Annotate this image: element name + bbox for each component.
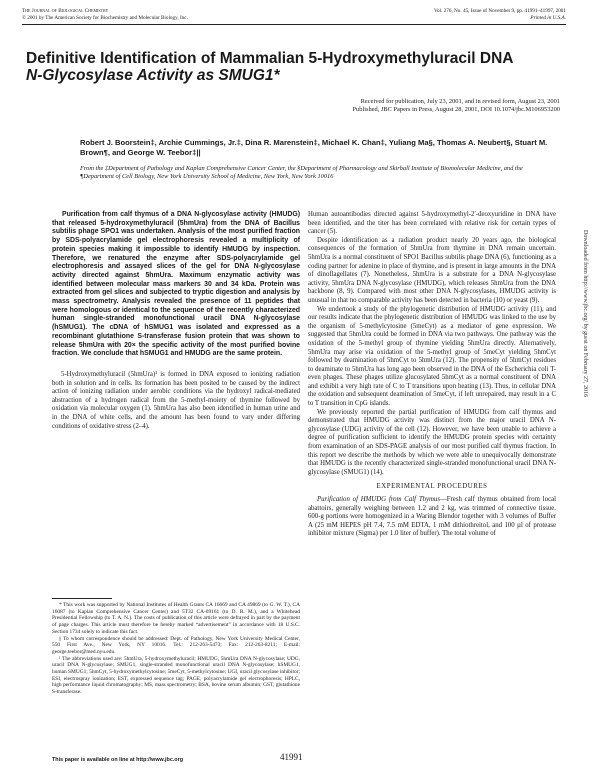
author-affiliations: From the ‡Department of Pathology and Kaplan Comprehensive Cancer Center, the §Department of Pharmacology and Skirball Institute of Biomolecular Medicine, and the ¶Department of Cell Biology, New York University School of Medicine, New York, New York 10016 [80, 165, 523, 181]
footnote-abbreviations: ¹ The abbreviations used are: 5hmUra, 5-hydroxymethyluracil; HMUDG, 5hmUra DNA N-glycosylase; UDG, uracil DNA N-glycosylase; SMUG1, single-stranded monofunctional uracil DNA N-glycosylase; hSMUG1, human SMUG1; 5hmCyt, 5-hydroxymethylcytosine; 5meCyt, 5-methylcytosine; UGI, uracil glycosylase inhibitor; ESI, electrospray ionization; EST, expressed sequence tag; PAGE, polyacrylamide gel electrophoresis; HPLC, high performance liquid chromatography; MS, mass spectrometry; BSA, bovine serum albumin; GST, glutathione S-transferase. [52, 655, 300, 696]
title-line-2: N-Glycosylase Activity as SMUG1* [26, 67, 280, 84]
journal-header [22, 8, 188, 21]
download-watermark [582, 230, 596, 570]
printed-line: Printed in U.S.A. [530, 14, 566, 21]
copyright-line: © 2001 by The American Society for Biochemistry and Molecular Biology, Inc. [22, 14, 188, 21]
footnote-funding: * This work was supported by National Institutes of Health Grants CA 16669 and CA 49869 (to G. W. T.), CA 16087 (to Kaplan Comprehensive Cancer Center) and 5T32 CA-09161 (to D. R. M.), and a Whitehead Presidential Fellowship (to T. A. N.). The costs of publication of this article were defrayed in part by the payment of page charges. This article must therefore be hereby marked “advertisement” in accordance with 18 U.S.C. Section 1734 solely to indicate this fact. [52, 602, 300, 635]
section-heading: EXPERIMENTAL PROCEDURES [376, 483, 488, 491]
body-paragraph: We previously reported the partial purification of HMUDG from calf thymus and demonstrated that HMUDG activity was distinct from the major uracil DNA N-glycosylase (UDG) activity of the cell (12). However, we have been unable to achieve a degree of purification sufficient to identify the HMUDG protein species with certainty from examination of an SDS-PAGE analysis of our most purified calf thymus fraction. In this report we describe the methods by which we were able to unequivocally demonstrate that HMUDG is the recently characterized single-stranded monofunctional uracil DNA N-glycosylase (SMUG1) (14). [308, 408, 556, 476]
body-paragraph: We undertook a study of the phylogenetic distribution of HMUDG activity (11), and our results indicate that the phylogenetic distribution of HMUDG was linked to the use by the organism of 5-methylcytosine (5meCyt) as a mediator of gene expression. We suggested that 5hmUra could be formed in DNA via two pathways. One pathway was the oxidation of the 5-methyl group of thymine yielding 5hmUra directly. Alternatively, 5hmUra may arise via oxidation of the 5-methyl group of 5meCyt yielding 5hmCyt followed by deamination of 5hmCyt to 5hmUra (12). The propensity of 5hmCyt residues to deaminate to 5hmUra has long ago been observed in the DNA of the Escherichia coli T-even phages. These phages utilize glucosylated 5hmCyt as a normal constituent of DNA and exhibit a very high rate of C to T transitions upon heating (13). Thus, in cellular DNA the oxidation and subsequent deamination of 5meCyt, if left unrepaired, may result in a C to T transition in CpG islands. [308, 305, 556, 408]
subsection-text: —Fresh calf thymus obtained from local abattoirs, generally weighing between 1.2 and 2 kg, was trimmed of connective tissue. 600-g portions were homogenized in a Waring Blendor together with 3 volumes of Buffer A (25 mM HEPES pH 7.4, 7.5 mM EDTA, 1 mM dithiothreitol, and 100 µl of protease inhibitor mixture (Sigma) per 1.0 liter of buffer). The total volume of [308, 496, 556, 538]
published-line: Published, JBC Papers in Press, August 28, 2001, DOI 10.1074/jbc.M106953200 [352, 106, 560, 113]
journal-name: The Journal of Biological Chemistry [22, 8, 109, 14]
abstract: Purification from calf thymus of a DNA N-glycosylase activity (HMUDG) that released 5-hydroxymethyluracil (5hmUra) from the DNA of Bacillus subtilis phage SPO1 was undertaken. Analysis of the most purified fraction by SDS-polyacrylamide gel electrophoresis revealed a multiplicity of protein species making it impossible to identify HMUDG by inspection. Therefore, we renatured the enzyme after SDS-polyacrylamide gel electrophoresis and assayed slices of the gel for DNA N-glycosylase activity directed against 5hmUra. Maximum enzymatic activity was identified between molecular mass markers 30 and 34 kDa. Protein was extracted from gel slices and subjected to tryptic digestion and analysis by mass spectrometry. Analysis revealed the presence of 11 peptides that were homologous or identical to the sequence of the recently characterized human single-stranded monofunctional uracil DNA N-glycosylase (hSMUG1). The cDNA of hSMUG1 was isolated and expressed as a recombinant glutathione S-transferase fusion protein that was shown to release 5hmUra with 20× the specific activity of the most purified bovine fraction. We conclude that hSMUG1 and HMUDG are the same protein. [52, 211, 300, 358]
footnote-separator [52, 598, 112, 599]
intro-paragraph: 5-Hydroxymethyluracil (5hmUra)¹ is formed in DNA exposed to ionizing radiation both in solution and in cells. Its formation has been posited to be caused by the indirect action of ionizing radiation under aerobic conditions via the hydroxyl radical-mediated abstraction of a hydrogen radical from the 5-methyl-moiety of thymine followed by oxidation via molecular oxygen (1). 5hmUra has also been identified in human urine and in the DNA of white cells, and the amount has been found to vary under differing conditions of oxidative stress (2–4). [52, 370, 300, 430]
header-rule [22, 24, 566, 25]
subsection-label: Purification of HMUDG from Calf Thymus [317, 496, 440, 503]
received-line: Received for publication, July 23, 2001, and in revised form, August 23, 2001 [360, 98, 560, 105]
article-title [26, 50, 556, 84]
right-column [308, 211, 556, 539]
body-paragraph: Despite identification as a radiation product nearly 20 years ago, the biological consequences of the formation of 5hmUra from thymine in DNA remain uncertain. 5hmUra is a normal constituent of SPO1 Bacillus subtilis phage DNA (6), functioning as a coding partner for adenine in place of thymine, and is present in large amounts in the DNA of dinoflagellates (7). Nonetheless, 5hmUra is a substrate for a DNA N-glycosylase activity, 5hmUra DNA N-glycosylase (HMUDG), which releases 5hmUra from the DNA backbone (8, 9). Compared with most other DNA N-glycosylases, HMUDG activity is unusual in that no comparable activity has been detected in bacteria (10) or yeast (9). [308, 236, 556, 304]
page-number: 41991 [280, 752, 303, 762]
footnotes [52, 598, 300, 696]
volume-line: Vol. 276, No. 45, Issue of November 9, pp. 41991–41997, 2001 [433, 8, 566, 14]
issue-header [434, 8, 566, 21]
left-column [52, 211, 300, 431]
methods-paragraph [308, 496, 556, 539]
footnote-correspondence: || To whom correspondence should be addressed: Dept. of Pathology, New York University Medical Center, 550 First Ave., New York, NY 10016. Tel.: 212-263-5473; Fax: 212-263-8211; E-mail: george.teebor@med.nyu.edu. [52, 635, 300, 655]
title-line-1: Definitive Identification of Mammalian 5-Hydroxymethyluracil DNA [26, 50, 514, 67]
author-list: Robert J. Boorstein‡, Archie Cummings, Jr.‡, Dina R. Marenstein‡, Michael K. Chan‡, Yuliang Ma§, Thomas A. Neubert§, Stuart M. Brown¶, and George W. Teebor‡|| [80, 138, 548, 158]
online-availability-note: This paper is available on line at http://www.jbc.org [52, 757, 183, 763]
download-watermark-text: Downloaded from http://www.jbc.org/ by guest on February 27, 2016 [582, 230, 588, 397]
publication-dates [352, 98, 560, 114]
body-paragraph: Human autoantibodies directed against 5-hydroxymethyl-2′-deoxyuridine in DNA have been identified, and the titer has been correlated with relative risk for certain types of cancer (5). [308, 211, 556, 236]
